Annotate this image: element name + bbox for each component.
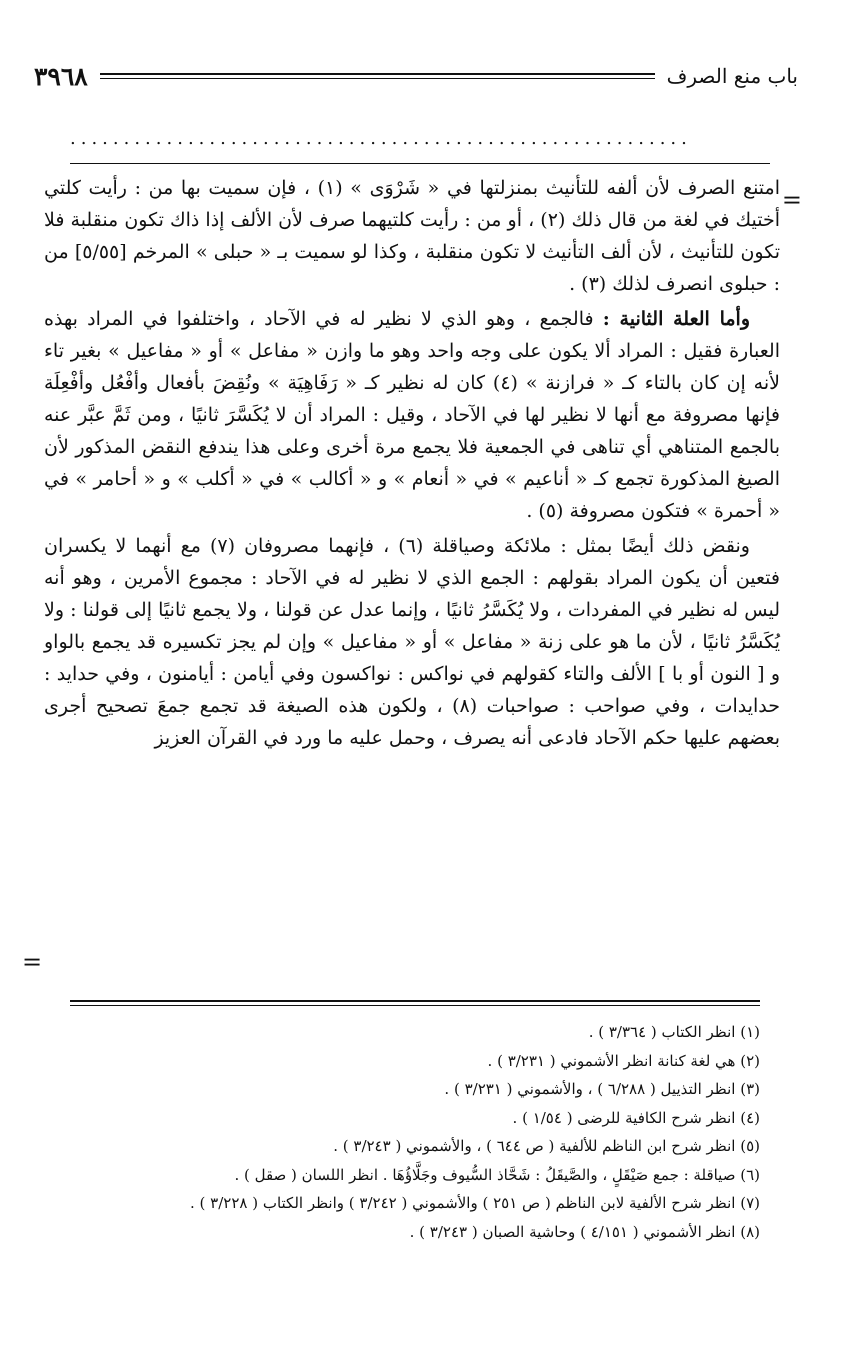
separator-dots: ..........................................................	[70, 128, 692, 148]
main-text	[44, 172, 780, 757]
continuation-mark-end: =	[22, 948, 43, 976]
footnote-5: (٥) انظر شرح ابن الناظم للألفية ( ص ٦٤٤ ) ، والأشموني ( ٣/٢٤٣ ) .	[333, 1137, 760, 1155]
top-divider	[70, 163, 770, 164]
footnotes	[60, 1018, 760, 1246]
paragraph-1: امتنع الصرف لأن ألفه للتأنيث بمنزلتها في « شَرْوَى » (١) ، فإن سميت بها من : رأيت كلتي أختيك في لغة من قال ذلك (٢) ، أو من : رأيت كلتيهما صرف لأن الألف إذا ذاك تكون منقلبة فلا تكون للتأنيث ، لأن ألف التأنيث لا تكون منقلبة ، وكذا لو سميت بـ « حبلى » المرخم [٥/٥٥] من : حبلوى انصرف لذلك (٣) .	[44, 177, 781, 295]
footnote-7: (٧) انظر شرح الألفية لابن الناظم ( ص ٢٥١ ) والأشموني ( ٣/٢٤٢ ) وانظر الكتاب ( ٣/٢٢٨ ) .	[190, 1194, 760, 1212]
footnote-2: (٢) هي لغة كنانة انظر الأشموني ( ٣/٢٣١ ) .	[487, 1051, 760, 1070]
footnote-divider	[70, 1000, 760, 1006]
paragraph-2	[44, 303, 780, 527]
paragraph-2-lead: وأما العلة الثانية :	[602, 308, 750, 330]
footnote-4: (٤) انظر شرح الكافية للرضى ( ١/٥٤ ) .	[512, 1108, 760, 1127]
header-rule	[100, 73, 655, 79]
footnote-3: (٣) انظر التذييل ( ٦/٢٨٨ ) ، والأشموني ( ٣/٢٣١ ) .	[444, 1080, 760, 1098]
footnote-1: (١) انظر الكتاب ( ٣/٣٦٤ ) .	[588, 1023, 760, 1041]
footnote-8: (٨) انظر الأشموني ( ٤/١٥١ ) وحاشية الصبان ( ٣/٢٤٣ ) .	[409, 1222, 760, 1241]
page-number: ٣٩٦٨	[34, 61, 88, 91]
footnote-6: (٦) صياقلة : جمع صَيْقَلٍ ، والصَّيقَلُ : شَحَّاذ السُّيوف وجَلَّاؤُهَا . انظر اللسان ( صقل ) .	[234, 1165, 760, 1184]
continuation-mark-start: =	[781, 186, 802, 214]
paragraph-2-text: فالجمع ، وهو الذي لا نظير له في الآحاد ، واختلفوا في المراد بهذه العبارة فقيل : المراد ألا يكون على وجه واحد وهو ما وازن « مفاعل » أو « مفاعيل » بغير تاء لأنه إن كان بالتاء كـ « فرازنة » (٤) كان له نظير كـ « رَفَاهِيَة » ونُقِضَ بأفعال وأفْعُل وأفْعِلَة فإنها مصروفة مع أنها لا نظير لها في الآحاد ، وقيل : المراد أن لا يُكَسَّرَ ثانيًا ، ومن ثَمَّ عبَّر عنه بالجمع المتناهي أي تناهى في الجمعية فلا يجمع مرة أخرى وعلى هذا يندفع النقض المذكور لأن الصيغ المذكورة تجمع كـ « أناعيم » في « أنعام » و « أكالب » في « أكلب » و « أحامر » في « أحمرة » فتكون مصروفة (٥) .	[44, 308, 780, 522]
paragraph-3: ونقض ذلك أيضًا بمثل : ملائكة وصياقلة (٦) ، فإنهما مصروفان (٧) مع أنهما لا يكسران فتعين أن يكون المراد بقولهم : الجمع الذي لا نظير له في الآحاد : مجموع الأمرين ، وهو أنه ليس له نظير في المفردات ، ولا يُكَسَّرُ ثانيًا ، وإنما عدل عن قولنا ، ولا يجمع ثانيًا إلى قولنا : ولا يُكَسَّرُ ثانيًا ، لأن ما هو على زنة « مفاعل » أو « مفاعيل » وإن لم يجز تكسيره قد يجمع بالواو و [ النون أو با ] الألف والتاء كقولهم في نواكس : نواكسون وفي أيامن : أيامنون ، وفي حدايد : حدايدات ، وفي صواحب : صواحبات (٨) ، ولكون هذه الصيغة قد تجمع جمعَ تصحيح أجرى بعضهم عليها حكم الآحاد فادعى أنه يصرف ، وحمل عليه ما ورد في القرآن العزيز	[44, 535, 780, 749]
chapter-title: باب منع الصرف	[666, 64, 798, 88]
running-header	[34, 58, 798, 94]
